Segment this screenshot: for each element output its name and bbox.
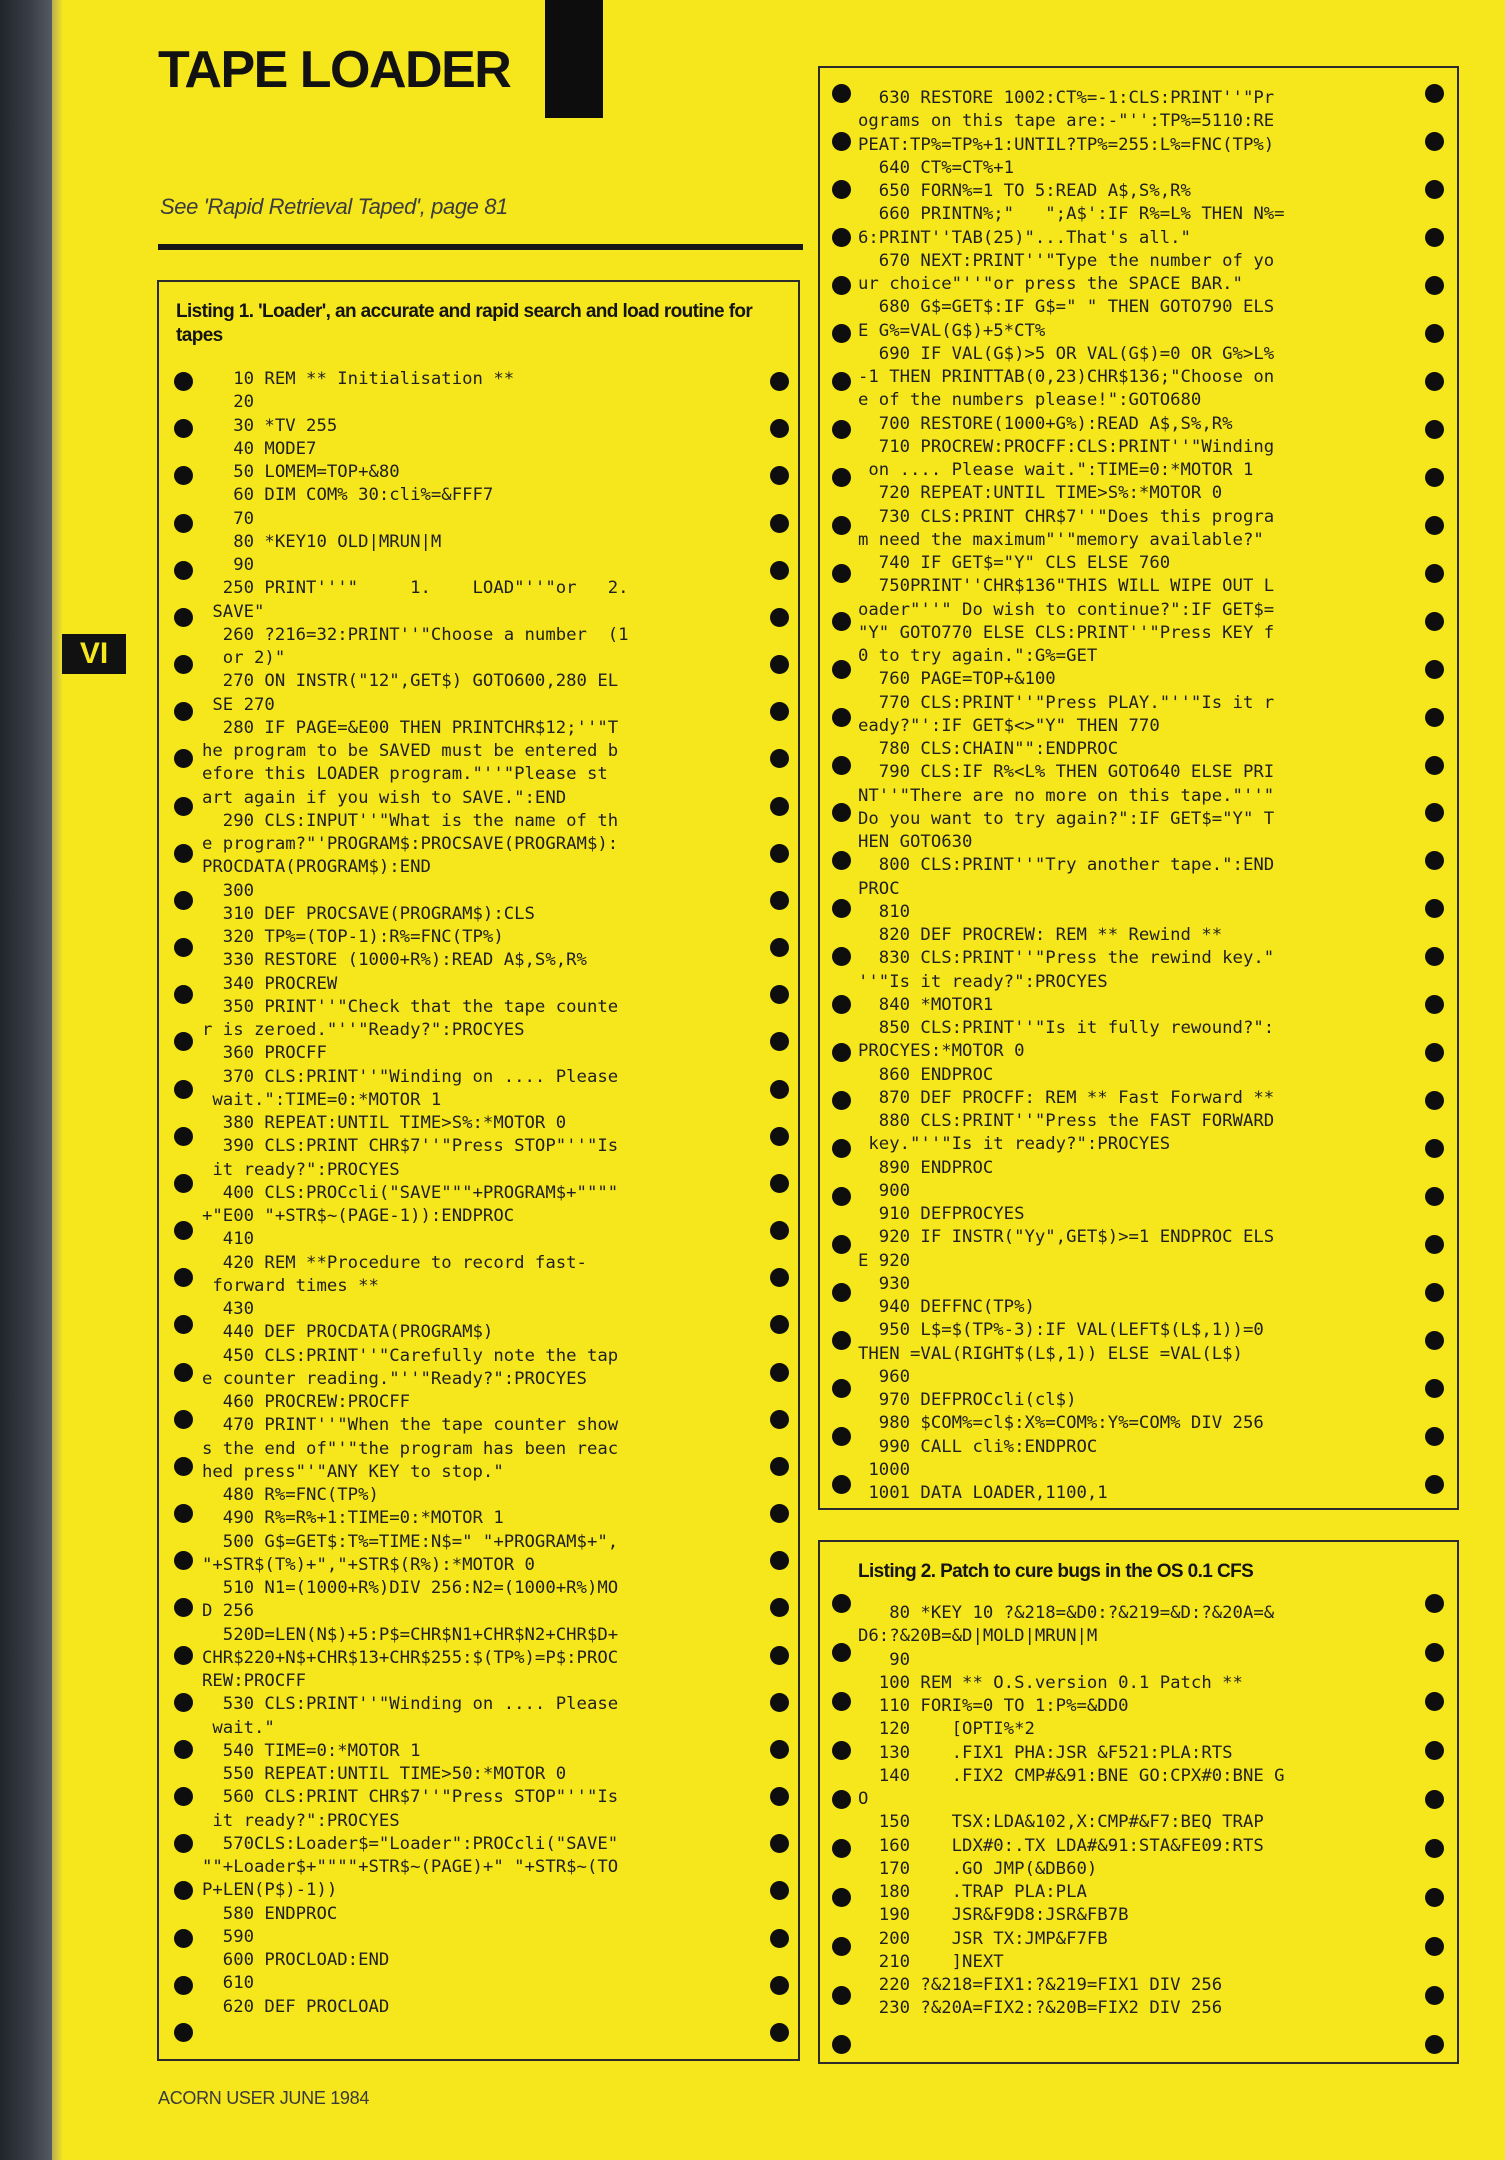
feed-hole bbox=[770, 561, 789, 580]
feed-hole bbox=[174, 1032, 193, 1051]
feed-hole bbox=[770, 1693, 789, 1712]
feed-hole bbox=[770, 1268, 789, 1287]
feed-hole bbox=[1425, 276, 1444, 295]
feed-hole bbox=[832, 660, 851, 679]
feed-hole bbox=[174, 1504, 193, 1523]
title-rule bbox=[158, 244, 803, 250]
feed-hole bbox=[770, 372, 789, 391]
left-feed-holes bbox=[832, 1594, 852, 2054]
feed-hole bbox=[1425, 1475, 1444, 1494]
feed-hole bbox=[832, 1937, 851, 1956]
feed-hole bbox=[174, 1410, 193, 1429]
feed-hole bbox=[832, 756, 851, 775]
feed-hole bbox=[174, 1080, 193, 1099]
feed-hole bbox=[174, 2023, 193, 2042]
feed-hole bbox=[832, 468, 851, 487]
listing1-caption: Listing 1. 'Loader', an accurate and rapid search and load routine for tapes bbox=[176, 301, 753, 346]
feed-hole bbox=[1425, 1427, 1444, 1446]
feed-hole bbox=[770, 1881, 789, 1900]
feed-hole bbox=[174, 891, 193, 910]
feed-hole bbox=[174, 1363, 193, 1382]
feed-hole bbox=[770, 1410, 789, 1429]
feed-hole bbox=[770, 1646, 789, 1665]
feed-hole bbox=[832, 420, 851, 439]
feed-hole bbox=[174, 1221, 193, 1240]
feed-hole bbox=[1425, 851, 1444, 870]
feed-hole bbox=[174, 702, 193, 721]
feed-hole bbox=[174, 1929, 193, 1948]
feed-hole bbox=[770, 1457, 789, 1476]
feed-hole bbox=[832, 372, 851, 391]
feed-hole bbox=[1425, 1379, 1444, 1398]
feed-hole bbox=[1425, 1283, 1444, 1302]
section-tab: VI bbox=[62, 634, 126, 674]
feed-hole bbox=[770, 1929, 789, 1948]
feed-hole bbox=[1425, 803, 1444, 822]
feed-hole bbox=[174, 419, 193, 438]
feed-hole bbox=[1425, 372, 1444, 391]
feed-hole bbox=[174, 372, 193, 391]
feed-hole bbox=[1425, 324, 1444, 343]
binding-spine bbox=[0, 0, 52, 2160]
feed-hole bbox=[174, 1457, 193, 1476]
feed-hole bbox=[1425, 612, 1444, 631]
feed-hole bbox=[174, 1976, 193, 1995]
feed-hole bbox=[770, 2023, 789, 2042]
feed-hole bbox=[1425, 1331, 1444, 1350]
feed-hole bbox=[770, 797, 789, 816]
feed-hole bbox=[1425, 132, 1444, 151]
feed-hole bbox=[770, 1174, 789, 1193]
feed-hole bbox=[832, 1986, 851, 2005]
feed-hole bbox=[1425, 660, 1444, 679]
feed-hole bbox=[1425, 228, 1444, 247]
left-feed-holes bbox=[174, 372, 194, 2042]
feed-hole bbox=[1425, 708, 1444, 727]
feed-hole bbox=[770, 1551, 789, 1570]
feed-hole bbox=[174, 938, 193, 957]
feed-hole bbox=[832, 947, 851, 966]
feed-hole bbox=[832, 324, 851, 343]
feed-hole bbox=[832, 132, 851, 151]
feed-hole bbox=[1425, 1692, 1444, 1711]
page-edge-shadow bbox=[52, 0, 62, 2160]
feed-hole bbox=[832, 1594, 851, 1613]
feed-hole bbox=[770, 608, 789, 627]
feed-hole bbox=[1425, 1187, 1444, 1206]
feed-hole bbox=[1425, 516, 1444, 535]
feed-hole bbox=[832, 1839, 851, 1858]
feed-hole bbox=[770, 844, 789, 863]
feed-hole bbox=[832, 1790, 851, 1809]
feed-hole bbox=[174, 655, 193, 674]
right-feed-holes bbox=[1425, 84, 1445, 1494]
feed-hole bbox=[770, 655, 789, 674]
feed-hole bbox=[770, 985, 789, 1004]
feed-hole bbox=[174, 1740, 193, 1759]
feed-hole bbox=[832, 2035, 851, 2054]
feed-hole bbox=[832, 1283, 851, 1302]
feed-hole bbox=[1425, 1790, 1444, 1809]
feed-hole bbox=[770, 1504, 789, 1523]
feed-hole bbox=[832, 516, 851, 535]
feed-hole bbox=[174, 985, 193, 1004]
feed-hole bbox=[832, 564, 851, 583]
feed-hole bbox=[770, 1221, 789, 1240]
feed-hole bbox=[1425, 84, 1444, 103]
feed-hole bbox=[1425, 1986, 1444, 2005]
feed-hole bbox=[174, 466, 193, 485]
feed-hole bbox=[770, 1834, 789, 1853]
feed-hole bbox=[770, 419, 789, 438]
feed-hole bbox=[832, 995, 851, 1014]
feed-hole bbox=[174, 1551, 193, 1570]
feed-hole bbox=[1425, 468, 1444, 487]
feed-hole bbox=[770, 1080, 789, 1099]
feed-hole bbox=[770, 749, 789, 768]
feed-hole bbox=[1425, 1235, 1444, 1254]
feed-hole bbox=[174, 1315, 193, 1334]
feed-hole bbox=[770, 1032, 789, 1051]
see-also-reference: See 'Rapid Retrieval Taped', page 81 bbox=[160, 194, 508, 219]
feed-hole bbox=[174, 1174, 193, 1193]
feed-hole bbox=[1425, 1839, 1444, 1858]
feed-hole bbox=[770, 466, 789, 485]
feed-hole bbox=[832, 1741, 851, 1760]
feed-hole bbox=[1425, 564, 1444, 583]
feed-hole bbox=[832, 1331, 851, 1350]
feed-hole bbox=[174, 1881, 193, 1900]
feed-hole bbox=[832, 1427, 851, 1446]
feed-hole bbox=[1425, 995, 1444, 1014]
feed-hole bbox=[832, 276, 851, 295]
feed-hole bbox=[1425, 756, 1444, 775]
feed-hole bbox=[832, 1643, 851, 1662]
feed-hole bbox=[174, 1834, 193, 1853]
feed-hole bbox=[832, 1475, 851, 1494]
listing2-code: 80 *KEY 10 ?&218=&D0:?&219=&D:?&20A=& D6:?&20B=&D|MOLD|MRUN|M 90 100 REM ** O.S.version 0.1 Patch ** 110 FORI%=0 TO 1:P%=&DD0 120 [OPTI%*2 130 .FIX1 PHA:JSR &F521:PLA:RTS 140 .FIX2 CMP#&91:BNE GO:CPX#0:BNE G O 150 TSX:LDA&102,X:CMP#&F7:BEQ TRAP 160 LDX#0:.TX LDA#&91:STA&FE09:RTS 170 .GO JMP(&DB60) 180 .TRAP PLA:PLA 190 JSR&F9D8:JSR&FB7B 200 JSR TX:JMP&F7FB 210 ]NEXT 220 ?&218=FIX1:?&219=FIX1 DIV 256 230 ?&20A=FIX2:?&20B=FIX2 DIV 256 bbox=[858, 1603, 1285, 2019]
listing1-code-right: 630 RESTORE 1002:CT%=-1:CLS:PRINT''"Pr ograms on this tape are:-"'':TP%=5110:RE PEAT:TP%=TP%+1:UNTIL?TP%=255:L%=FNC(TP%) 640 CT%=CT%+1 650 FORN%=1 TO 5:READ A$,S%,R% 660 PRINTN%;" ";A$':IF R%=L% THEN N%= 6:PRINT''TAB(25)"...That's all." 670 NEXT:PRINT''"Type the number of yo ur choice"''"or press the SPACE BAR." 680 G$=GET$:IF G$=" " THEN GOTO790 ELS E G%=VAL(G$)+5*CT% 690 IF VAL(G$)>5 OR VAL(G$)=0 OR G%>L% -1 THEN PRINTTAB(0,23)CHR$136;"Choose on e of the numbers please!":GOTO680 700 RESTORE(1000+G%):READ A$,S%,R% 710 PROCREW:PROCFF:CLS:PRINT''"Winding on .... Please wait.":TIME=0:*MOTOR 1 720 REPEAT:UNTIL TIME>S%:*MOTOR 0 730 CLS:PRINT CHR$7''"Does this progra m need the maximum"'"memory available?" 740 IF GET$="Y" CLS ELSE 760 750PRINT''CHR$136"THIS WILL WIPE OUT L oader"''" Do wish to continue?":IF GET$= "Y" GOTO770 ELSE CLS:PRINT''"Press KEY f 0 to try again.":G%=GET 760 PAGE=TOP+&100 770 CLS:PRINT''"Press PLAY."''"Is it r eady?"':IF GET$<>"Y" THEN 770 780 CLS:CHAIN"":ENDPROC 790 CLS:IF R%<L% THEN GOTO640 ELSE PRI NT''"There are no more on this tape."''" Do you want to try again?":IF GET$="Y" T HEN GOTO630 800 CLS:PRINT''"Try another tape.":END PROC 810 820 DEF PROCREW: REM ** Rewind ** 830 CLS:PRINT''"Press the rewind key." ''"Is it ready?":PROCYES 840 *MOTOR1 850 CLS:PRINT''"Is it fully rewound?": PROCYES:*MOTOR 0 860 ENDPROC 870 DEF PROCFF: REM ** Fast Forward ** 880 CLS:PRINT''"Press the FAST FORWARD key."''"Is it ready?":PROCYES 890 ENDPROC 900 910 DEFPROCYES 920 IF INSTR("Yy",GET$)>=1 ENDPROC ELS E 920 930 940 DEFFNC(TP%) 950 L$=$(TP%-3):IF VAL(LEFT$(L$,1))=0 THEN =VAL(RIGHT$(L$,1)) ELSE =VAL(L$) 960 970 DEFPROCcli(cl$) 980 $COM%=cl$:X%=COM%:Y%=COM% DIV 256 990 CALL cli%:ENDPROC 1000 1001 DATA LOADER,1100,1 bbox=[858, 88, 1285, 1503]
feed-hole bbox=[832, 851, 851, 870]
feed-hole bbox=[770, 1976, 789, 1995]
feed-hole bbox=[1425, 180, 1444, 199]
right-feed-holes bbox=[1425, 1594, 1445, 2054]
feed-hole bbox=[1425, 2035, 1444, 2054]
feed-hole bbox=[770, 514, 789, 533]
feed-hole bbox=[832, 708, 851, 727]
feed-hole bbox=[832, 84, 851, 103]
feed-hole bbox=[832, 899, 851, 918]
feed-hole bbox=[1425, 1643, 1444, 1662]
feed-hole bbox=[832, 228, 851, 247]
header-black-block bbox=[545, 0, 603, 118]
feed-hole bbox=[770, 1740, 789, 1759]
listing1-code-left: 10 REM ** Initialisation ** 20 30 *TV 255 40 MODE7 50 LOMEM=TOP+&80 60 DIM COM% 30:cli%=&FFF7 70 80 *KEY10 OLD|MRUN|M 90 250 PRINT'''" 1. LOAD"''"or 2. SAVE" 260 ?216=32:PRINT''"Choose a number (1 or 2)" 270 ON INSTR("12",GET$) GOTO600,280 EL SE 270 280 IF PAGE=&E00 THEN PRINTCHR$12;''"T he program to be SAVED must be entered b efore this LOADER program."''"Please st art again if you wish to SAVE.":END 290 CLS:INPUT''"What is the name of th e program?"'PROGRAM$:PROCSAVE(PROGRAM$): PROCDATA(PROGRAM$):END 300 310 DEF PROCSAVE(PROGRAM$):CLS 320 TP%=(TOP-1):R%=FNC(TP%) 330 RESTORE (1000+R%):READ A$,S%,R% 340 PROCREW 350 PRINT''"Check that the tape counte r is zeroed."''"Ready?":PROCYES 360 PROCFF 370 CLS:PRINT''"Winding on .... Please wait.":TIME=0:*MOTOR 1 380 REPEAT:UNTIL TIME>S%:*MOTOR 0 390 CLS:PRINT CHR$7''"Press STOP"''"Is it ready?":PROCYES 400 CLS:PROCcli("SAVE"""+PROGRAM$+"""" +"E00 "+STR$~(PAGE-1)):ENDPROC 410 420 REM **Procedure to record fast- forward times ** 430 440 DEF PROCDATA(PROGRAM$) 450 CLS:PRINT''"Carefully note the tap e counter reading."''"Ready?":PROCYES 460 PROCREW:PROCFF 470 PRINT''"When the tape counter show s the end of"'"the program has been reac hed press"'"ANY KEY to stop." 480 R%=FNC(TP%) 490 R%=R%+1:TIME=0:*MOTOR 1 500 G$=GET$:T%=TIME:N$=" "+PROGRAM$+", "+STR$(T%)+","+STR$(R%):*MOTOR 0 510 N1=(1000+R%)DIV 256:N2=(1000+R%)MO D 256 520D=LEN(N$)+5:P$=CHR$N1+CHR$N2+CHR$D+ CHR$220+N$+CHR$13+CHR$255:$(TP%)=P$:PROC REW:PROCFF 530 CLS:PRINT''"Winding on .... Please wait." 540 TIME=0:*MOTOR 1 550 REPEAT:UNTIL TIME>50:*MOTOR 0 560 CLS:PRINT CHR$7''"Press STOP"''"Is it ready?":PROCYES 570CLS:Loader$="Loader":PROCcli("SAVE" ""+Loader$+""""+STR$~(PAGE)+" "+STR$~(TO P+LEN(P$)-1)) 580 ENDPROC 590 600 PROCLOAD:END 610 620 DEF PROCLOAD bbox=[202, 369, 629, 2017]
feed-hole bbox=[174, 514, 193, 533]
feed-hole bbox=[832, 1692, 851, 1711]
feed-hole bbox=[1425, 947, 1444, 966]
feed-hole bbox=[832, 1139, 851, 1158]
feed-hole bbox=[770, 1363, 789, 1382]
feed-hole bbox=[174, 1693, 193, 1712]
feed-hole bbox=[832, 180, 851, 199]
feed-hole bbox=[174, 844, 193, 863]
feed-hole bbox=[1425, 1594, 1444, 1613]
feed-hole bbox=[174, 749, 193, 768]
feed-hole bbox=[770, 1787, 789, 1806]
feed-hole bbox=[174, 797, 193, 816]
feed-hole bbox=[832, 612, 851, 631]
feed-hole bbox=[1425, 420, 1444, 439]
feed-hole bbox=[174, 1268, 193, 1287]
feed-hole bbox=[832, 803, 851, 822]
feed-hole bbox=[1425, 1937, 1444, 1956]
feed-hole bbox=[832, 1379, 851, 1398]
feed-hole bbox=[832, 1091, 851, 1110]
feed-hole bbox=[832, 1888, 851, 1907]
feed-hole bbox=[1425, 1888, 1444, 1907]
feed-hole bbox=[1425, 1043, 1444, 1062]
feed-hole bbox=[832, 1235, 851, 1254]
feed-hole bbox=[1425, 1139, 1444, 1158]
feed-hole bbox=[174, 1127, 193, 1146]
feed-hole bbox=[174, 608, 193, 627]
page-footer: ACORN USER JUNE 1984 bbox=[158, 2088, 370, 2108]
feed-hole bbox=[832, 1187, 851, 1206]
page-title: TAPE LOADER bbox=[158, 41, 511, 99]
listing2-caption: Listing 2. Patch to cure bugs in the OS 0.1 CFS bbox=[858, 1561, 1254, 1582]
feed-hole bbox=[174, 1787, 193, 1806]
feed-hole bbox=[770, 1598, 789, 1617]
feed-hole bbox=[1425, 899, 1444, 918]
feed-hole bbox=[174, 561, 193, 580]
right-feed-holes bbox=[770, 372, 790, 2042]
feed-hole bbox=[1425, 1091, 1444, 1110]
feed-hole bbox=[770, 1315, 789, 1334]
left-feed-holes bbox=[832, 84, 852, 1494]
feed-hole bbox=[770, 938, 789, 957]
feed-hole bbox=[174, 1646, 193, 1665]
feed-hole bbox=[832, 1043, 851, 1062]
feed-hole bbox=[770, 702, 789, 721]
feed-hole bbox=[770, 891, 789, 910]
feed-hole bbox=[1425, 1741, 1444, 1760]
feed-hole bbox=[770, 1127, 789, 1146]
feed-hole bbox=[174, 1598, 193, 1617]
